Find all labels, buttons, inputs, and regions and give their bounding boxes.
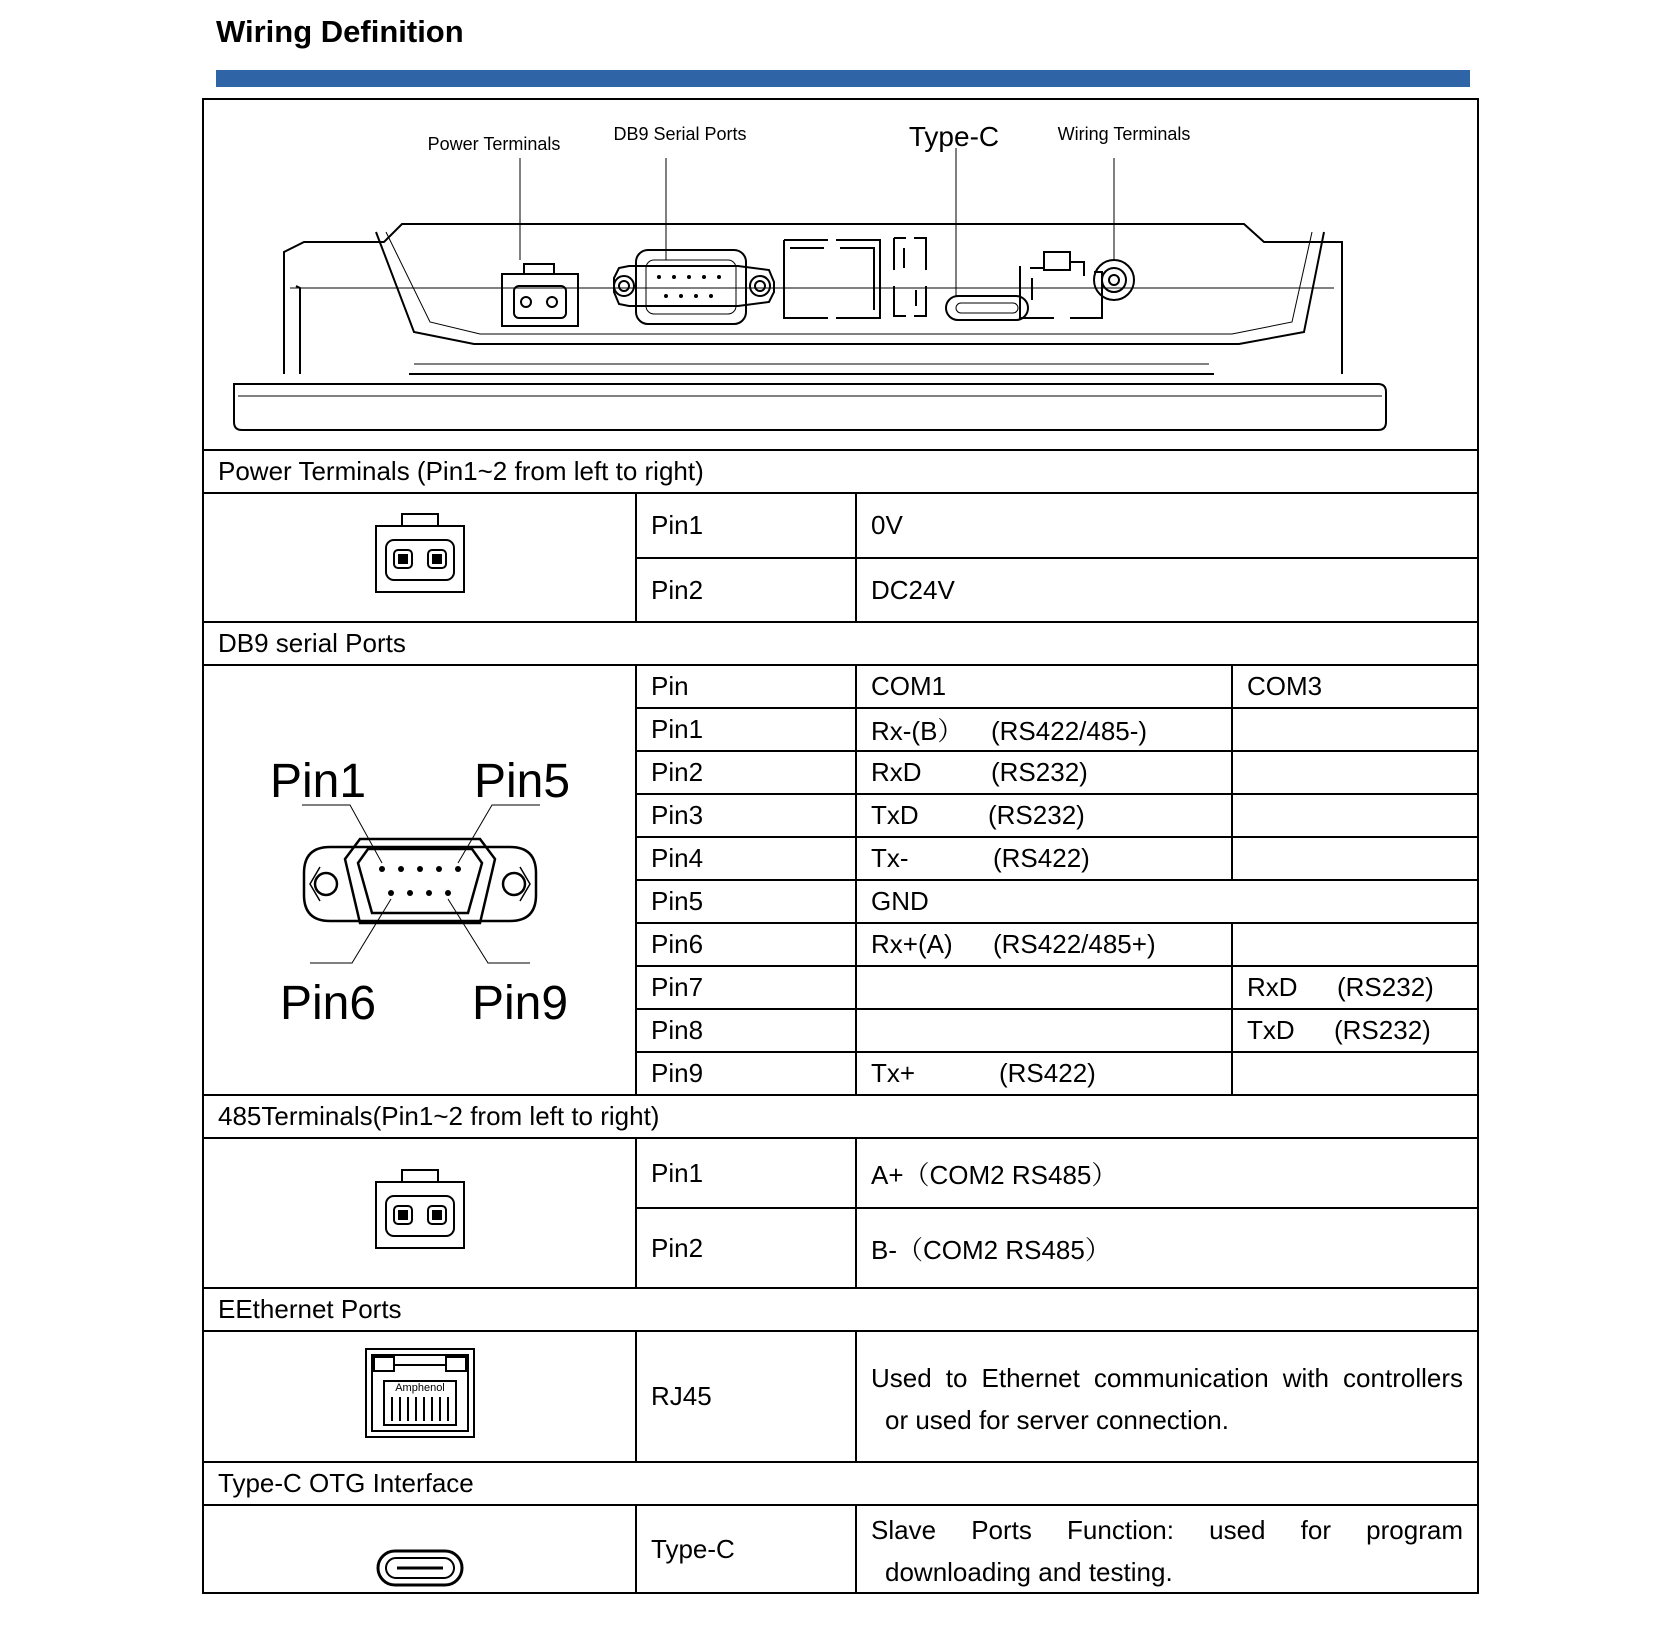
rs485-section-heading: 485Terminals(Pin1~2 from left to right)	[203, 1095, 1478, 1138]
db9-pin3-label: Pin3	[636, 794, 856, 837]
rj45-jack-icon	[364, 1347, 476, 1439]
typec-section-heading: Type-C OTG Interface	[203, 1462, 1478, 1505]
db9-pin6-com1-signal: Rx+(A)	[871, 929, 953, 959]
db9-header-com3: COM3	[1232, 665, 1478, 708]
db9-pin3-com1	[856, 794, 1232, 837]
rs485-section-heading-row	[203, 1095, 1478, 1138]
power-pin2-value: DC24V	[856, 558, 1478, 622]
db9-label-pin1: Pin1	[269, 754, 366, 808]
wiring-table	[202, 98, 1479, 1594]
power-pin2-label: Pin2	[636, 558, 856, 622]
db9-pin1-com1	[856, 708, 1232, 751]
db9-pin4-com1	[856, 837, 1232, 880]
db9-pin3-com1-signal: TxD	[871, 800, 919, 830]
jack-brand-label: Amphenol	[394, 1382, 445, 1394]
db9-pin1-com1-signal: Rx-(B）	[871, 716, 964, 746]
typec-description-line1: Slave Ports Function: used for program	[871, 1515, 1463, 1545]
table-row	[203, 1505, 1478, 1593]
rs485-terminal-icon	[370, 1168, 470, 1252]
rs485-pin1-value: A+（COM2 RS485）	[856, 1138, 1478, 1208]
db9-pin1-com3	[1232, 708, 1478, 751]
db9-pin2-com1	[856, 751, 1232, 794]
power-terminal-icon	[370, 512, 470, 596]
db9-header-com1: COM1	[856, 665, 1232, 708]
rs485-connector-image-cell	[203, 1138, 636, 1288]
db9-pin4-com3	[1232, 837, 1478, 880]
typec-image-cell	[203, 1505, 636, 1593]
db9-pin9-com1	[856, 1052, 1232, 1095]
db9-pinout-diagram	[260, 727, 580, 1027]
db9-pin8-com3	[1232, 1009, 1478, 1052]
db9-pin3-com3	[1232, 794, 1478, 837]
table-row	[203, 493, 1478, 558]
power-section-heading: Power Terminals (Pin1~2 from left to right)	[203, 450, 1478, 493]
ethernet-port-label: RJ45	[636, 1331, 856, 1462]
db9-pin4-com1-signal: Tx-	[871, 843, 909, 873]
rs485-pin1-label: Pin1	[636, 1138, 856, 1208]
db9-pin5-label: Pin5	[636, 880, 856, 923]
db9-pin8-com3-signal: TxD	[1247, 1015, 1295, 1045]
db9-pin9-com1-std: (RS422)	[999, 1058, 1096, 1088]
table-row	[203, 1331, 1478, 1462]
db9-pin9-com1-signal: Tx+	[871, 1058, 916, 1088]
power-pin1-value: 0V	[856, 493, 1478, 558]
ethernet-description-line2: or used for server connection.	[885, 1404, 1229, 1435]
db9-pin2-label: Pin2	[636, 751, 856, 794]
device-illustration-row	[203, 99, 1478, 450]
db9-section-heading-row	[203, 622, 1478, 665]
typec-section-heading-row	[203, 1462, 1478, 1505]
db9-pin2-com1-signal: RxD	[871, 757, 922, 787]
db9-pin1-com1-std: (RS422/485-)	[991, 716, 1148, 746]
typec-port-icon	[375, 1546, 465, 1590]
db9-pin3-com1-std: (RS232)	[988, 800, 1085, 830]
ethernet-description-line1: Used to Ethernet communication with controllers	[871, 1362, 1463, 1393]
label-db9-serial-ports: DB9 Serial Ports	[613, 124, 747, 144]
db9-pin1-label: Pin1	[636, 708, 856, 751]
db9-pin7-com3	[1232, 966, 1478, 1009]
db9-pin7-com3-std: (RS232)	[1337, 972, 1434, 1002]
db9-pinout-diagram-cell	[203, 665, 636, 1095]
db9-pin9-com3	[1232, 1052, 1478, 1095]
db9-label-pin9: Pin9	[471, 976, 568, 1027]
ethernet-section-heading-row	[203, 1288, 1478, 1331]
ethernet-description	[856, 1331, 1478, 1462]
rs485-pin2-label: Pin2	[636, 1208, 856, 1288]
power-section-heading-row	[203, 450, 1478, 493]
table-header-row	[203, 665, 1478, 708]
db9-pin8-com3-std: (RS232)	[1334, 1015, 1431, 1045]
label-wiring-terminals: Wiring Terminals	[1057, 124, 1191, 144]
typec-description	[856, 1505, 1478, 1593]
db9-pin5-com1: GND	[856, 880, 1478, 923]
power-connector-image-cell	[203, 493, 636, 622]
db9-pin2-com3	[1232, 751, 1478, 794]
db9-pin6-com1-std: (RS422/485+)	[993, 929, 1156, 959]
db9-pin7-com1	[856, 966, 1232, 1009]
db9-pin8-label: Pin8	[636, 1009, 856, 1052]
db9-pin4-label: Pin4	[636, 837, 856, 880]
db9-section-heading: DB9 serial Ports	[203, 622, 1478, 665]
db9-pin7-com3-signal: RxD	[1247, 972, 1298, 1002]
power-pin1-label: Pin1	[636, 493, 856, 558]
db9-pin4-com1-std: (RS422)	[993, 843, 1090, 873]
ethernet-jack-image-cell	[203, 1331, 636, 1462]
typec-port-label: Type-C	[636, 1505, 856, 1593]
rs485-pin2-value: B-（COM2 RS485）	[856, 1208, 1478, 1288]
device-rear-panel-illustration	[204, 100, 1475, 449]
db9-pin6-com3	[1232, 923, 1478, 966]
title-accent-bar	[216, 70, 1470, 87]
db9-label-pin5: Pin5	[473, 754, 570, 808]
typec-description-line2: downloading and testing.	[885, 1557, 1173, 1587]
ethernet-section-heading: EEthernet Ports	[203, 1288, 1478, 1331]
table-row	[203, 1138, 1478, 1208]
db9-pin9-label: Pin9	[636, 1052, 856, 1095]
db9-pin8-com1	[856, 1009, 1232, 1052]
db9-header-pin: Pin	[636, 665, 856, 708]
label-type-c: Type-C	[908, 121, 1000, 152]
page-title: Wiring Definition	[216, 14, 464, 49]
db9-pin6-label: Pin6	[636, 923, 856, 966]
db9-pin7-label: Pin7	[636, 966, 856, 1009]
db9-pin2-com1-std: (RS232)	[991, 757, 1088, 787]
db9-label-pin6: Pin6	[279, 976, 376, 1027]
db9-pin6-com1	[856, 923, 1232, 966]
label-power-terminals: Power Terminals	[427, 134, 561, 154]
device-illustration-cell	[203, 99, 1478, 450]
